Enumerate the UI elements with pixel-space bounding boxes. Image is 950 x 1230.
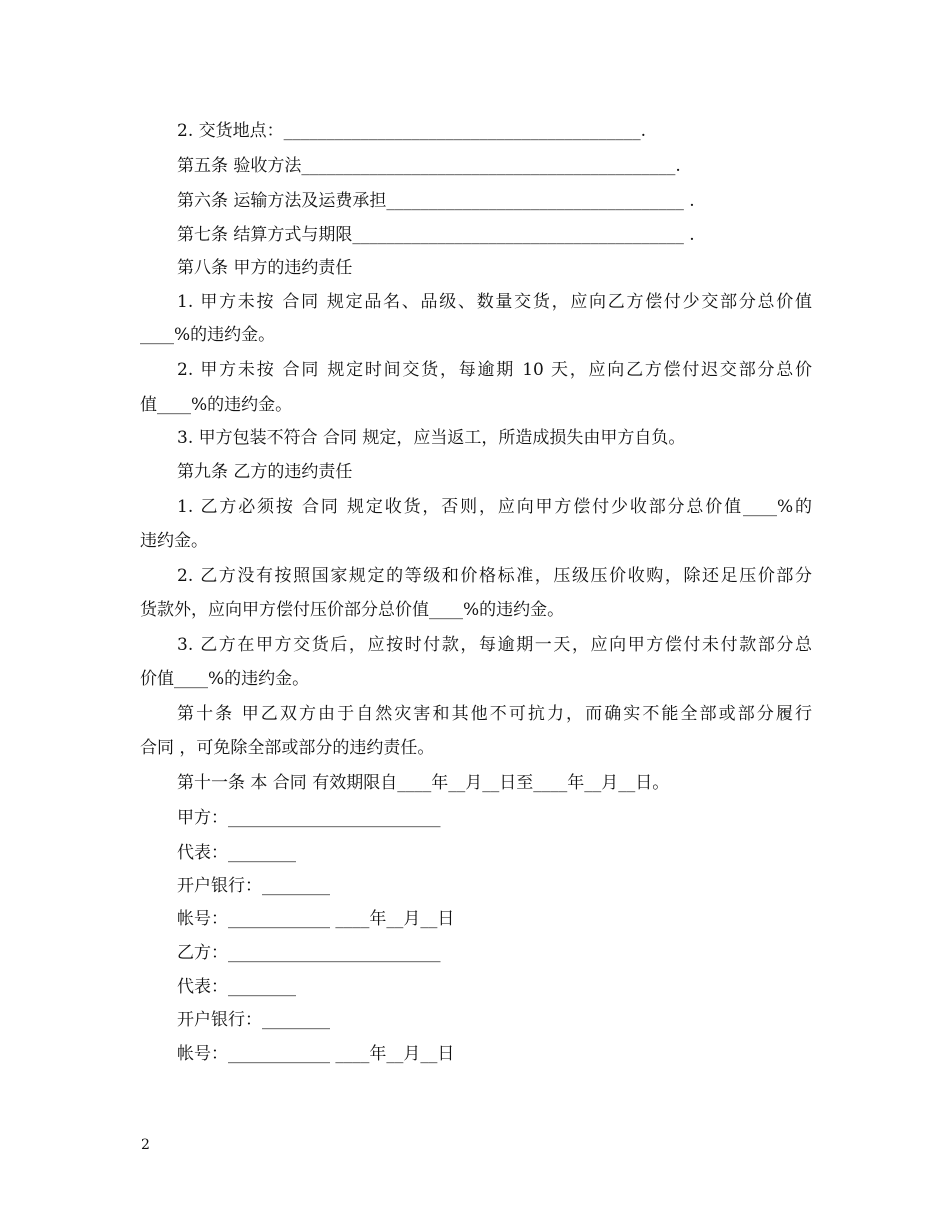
party-b-bank: 开户银行：________ <box>177 1010 330 1030</box>
party-a-account-date: 帐号：____________ ____年__月__日 <box>177 909 455 929</box>
article-9-clause-3-cont: 价值____%的违约金。 <box>140 669 310 689</box>
article-9-clause-2: 2. 乙方没有按照国家规定的等级和价格标准，压级压价收购，除还足压价部分 <box>177 566 812 586</box>
party-a-bank: 开户银行：________ <box>177 876 330 896</box>
article-9-clause-3: 3. 乙方在甲方交货后，应按时付款，每逾期一天，应向甲方偿付未付款部分总 <box>177 635 812 655</box>
article-10-text-cont: 合同 ，可免除全部或部分的违约责任。 <box>140 738 435 758</box>
article-9-clause-1-cont: 违约金。 <box>140 531 208 551</box>
article-6-transport-line: 第六条 运输方法及运费承担___________________________________ . <box>177 191 695 211</box>
article-8-clause-3: 3. 甲方包装不符合 合同 规定，应当返工，所造成损失由甲方自负。 <box>177 428 686 448</box>
article-11-validity: 第十一条 本 合同 有效期限自____年__月__日至____年__月__日。 <box>177 773 670 793</box>
delivery-location-line: 2. 交货地点：__________________________________________. <box>177 121 647 141</box>
party-b-account-date: 帐号：____________ ____年__月__日 <box>177 1044 455 1064</box>
article-9-clause-1: 1. 乙方必须按 合同 规定收货，否则，应向甲方偿付少收部分总价值____%的 <box>177 497 812 517</box>
article-9-heading: 第九条 乙方的违约责任 <box>177 462 353 482</box>
party-b-representative: 代表：________ <box>177 977 296 997</box>
party-b-line: 乙方：_________________________ <box>177 943 441 963</box>
party-a-line: 甲方：_________________________ <box>177 808 441 828</box>
article-10-text: 第十条 甲乙双方由于自然灾害和其他不可抗力，而确实不能全部或部分履行 <box>177 704 812 724</box>
article-8-clause-2-cont: 值____%的违约金。 <box>140 395 293 415</box>
page-number: 2 <box>141 1137 150 1153</box>
article-8-clause-1-cont: ____%的违约金。 <box>140 325 276 345</box>
article-8-clause-1: 1. 甲方未按 合同 规定品名、品级、数量交货，应向乙方偿付少交部分总价值 <box>177 292 812 312</box>
article-9-clause-2-cont: 货款外，应向甲方偿付压价部分总价值____%的违约金。 <box>140 600 565 620</box>
article-5-inspection-line: 第五条 验收方法____________________________________________. <box>177 156 681 176</box>
party-a-representative: 代表：________ <box>177 843 296 863</box>
article-8-heading: 第八条 甲方的违约责任 <box>177 258 353 278</box>
article-7-settlement-line: 第七条 结算方式与期限_______________________________________ . <box>177 225 695 245</box>
article-8-clause-2: 2. 甲方未按 合同 规定时间交货，每逾期 10 天，应向乙方偿付迟交部分总价 <box>177 360 812 380</box>
